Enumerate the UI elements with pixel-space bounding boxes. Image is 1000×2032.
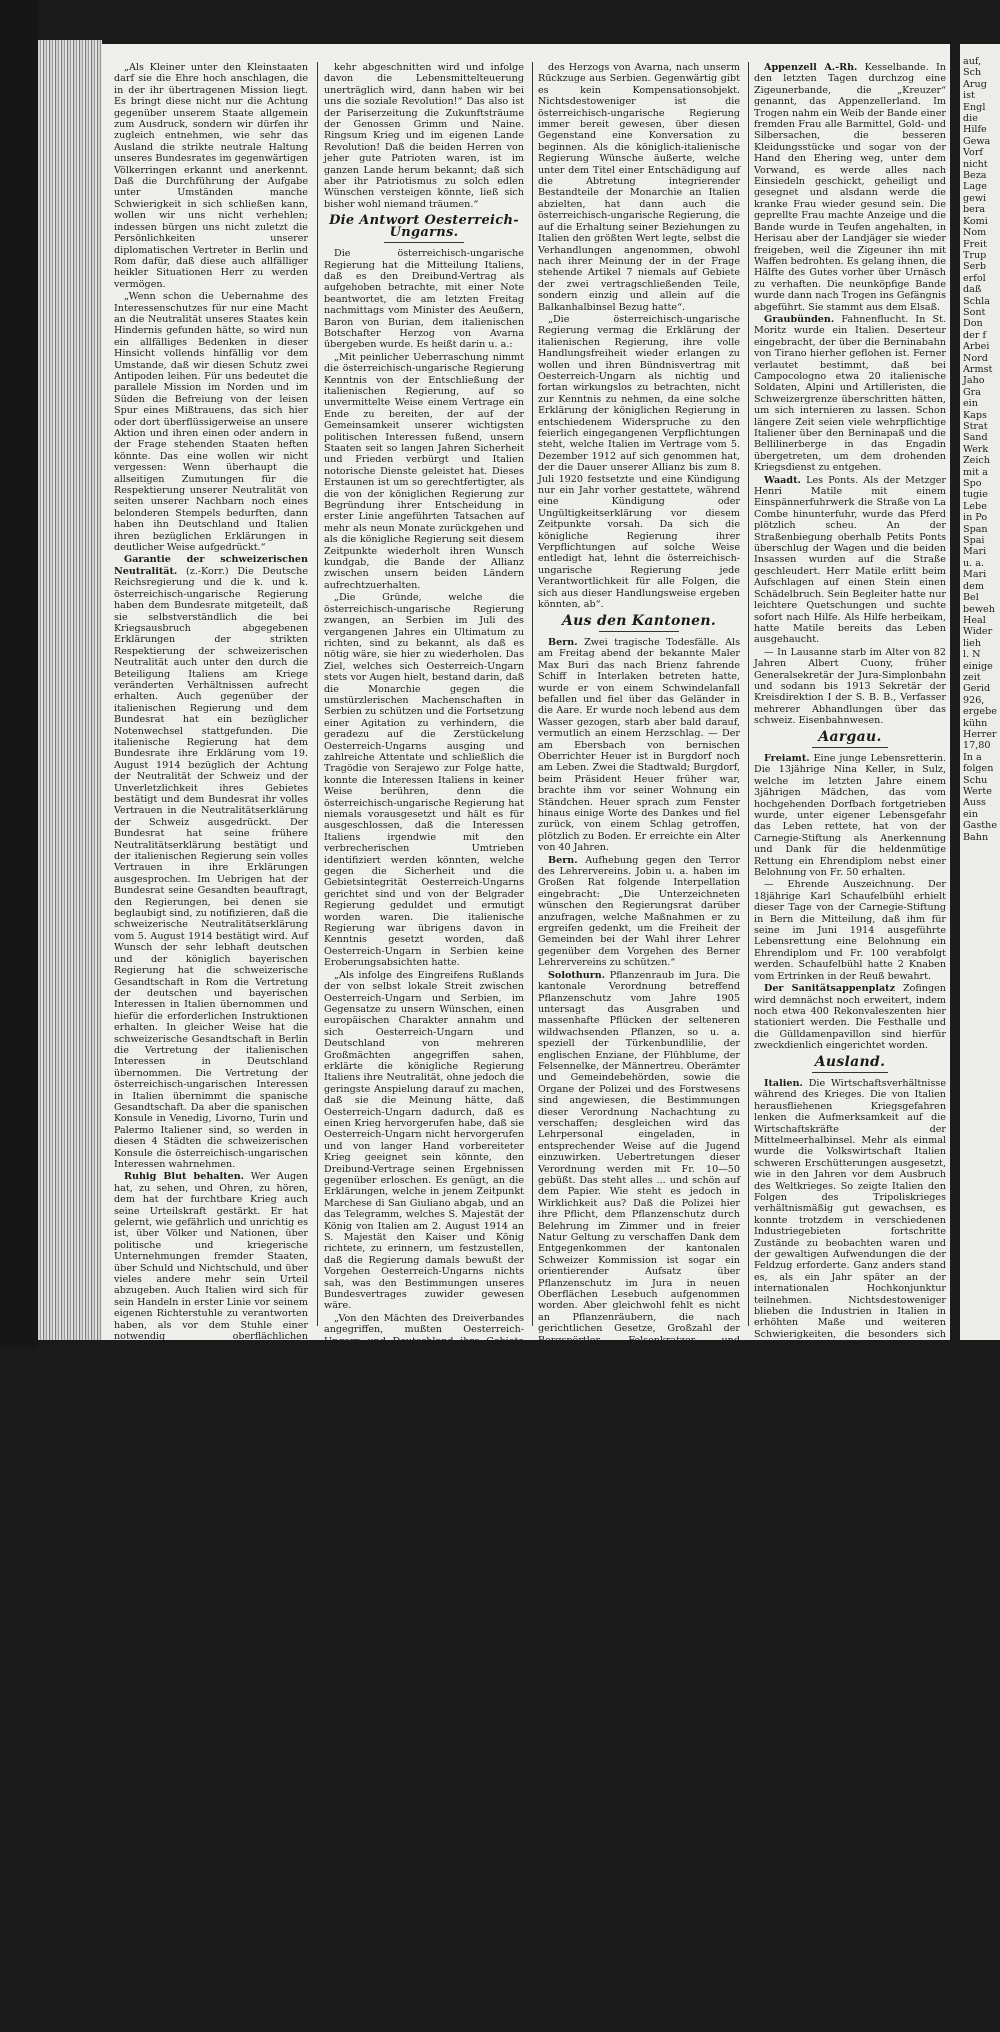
fragment-line: Spai xyxy=(963,535,985,547)
fragment-line: lieh xyxy=(963,637,981,649)
fragment-line: der f xyxy=(963,329,987,341)
fragment-line: Sch xyxy=(963,67,982,79)
article-text: „Als Kleiner unter den Kleinstaaten darf sie die Ehre hoch anschlagen, die in der ihr übertragenen Mission liegt. Es bringt diese nicht nur die Achtung gegenüber unserem Staate allgemein zum Ausdruck, sondern wir dürfen ihr zugleich entnehmen, wie sehr das Ausland die strikte neutrale Haltung unseres Bundesrates im gegenwärtigen Völkerringen erkannt und anerkennt. Daß die Durchführung der Aufgabe unter Umständen manche Schwierigkeit in sich schließen kann, wollen wir uns nicht verhehlen; indessen bürgen uns nicht zuletzt die Persönlichkeiten unserer diplomatischen Vertreter in Berlin und Rom dafür, daß diese auch allfälliger heikler Situationen Herr zu werden vermögen. xyxy=(114,62,308,290)
fragment-line: ein xyxy=(963,398,978,410)
article-lead: Bern. xyxy=(548,636,578,648)
fragment-line: Lage xyxy=(963,181,987,193)
article-paragraph xyxy=(324,248,524,351)
article-text: Fahnenflucht. In St. Moritz wurde ein Italien. Deserteur eingebracht, der über die Berninabahn von Tirano hierher geflohen ist. Ferner verlautet bestimmt, daß bei Campocologno etwa 20 italienische Soldaten, Alpini und Artilleristen, die Schweizergrenze überschritten hätten, um sich internieren zu lassen. Schon längere Zeit seien viele wehrpflichtige Italiener über den Berninapaß und die Bellilinerberge in das Engadin übergetreten, um dem drohenden Kriegsdienst zu entgehen. xyxy=(754,313,946,474)
fragment-line: tugie xyxy=(963,489,988,501)
article-lead: Waadt. xyxy=(764,474,801,486)
binding-gutter xyxy=(0,0,38,1348)
fragment-line: Gewa xyxy=(963,135,991,147)
article-lead: Ruhig Blut behalten. xyxy=(124,1171,245,1183)
article-text: Kesselbande. In den letzten Tagen durchzog eine Zigeunerbande, die „Kreuzer“ genannt, das Appenzellerland. Im Trogen nahm ein Weib der Bande einer fremden Frau alle Barmittel, Gold- und Silbersachen, die besseren Kleidungsstücke und sogar von der Hand den Ehering weg, unter dem Vorwand, es werde alles nach Einsiedeln geschickt, geheiligt und gesegnet und alsdann werde die kranke Frau wieder gesund sein. Die geprellte Frau machte Anzeige und die Bande wurde in Teufen angehalten, in Herisau aber der Landjäger sie wieder freigeben, weil die Zigeuner ihn mit Waffen bedrohten. Es gelang ihnen, die Hälfte des Gutes vorher über Urnäsch zu verhaften. Die neunköpfige Bande wurde dann nach Trogen ins Gefängnis abgeführt. Sie stammt aus dem Elsaß. xyxy=(754,62,947,313)
article-text: Pflanzenraub im Jura. Die kantonale Verordnung betreffend Pflanzenschutz vom Jahre 1905 untersagt das Ausgraben und massenhafte Pflücken der selteneren wildwachsenden Pflanzen, so u. a. speziell der Türkenbundlilie, der englischen Enziane, der Flühblume, der Felsennelke, der Männertreu. Oberämter und Gemeindebehörden, sowie die Organe der Polizei und des Forstwesens sind angewiesen, die Bestimmungen dieser Verordnung Nachachtung zu verschaffen; desgleichen wird das Lehrpersonal eingeladen, in entsprechender Weise auf die Jugend einzuwirken. Uebertretungen dieser Verordnung werden mit Fr. 10—50 gebüßt. Das steht alles ... und schön auf dem Papier. Wie steht es jedoch in Wirklichkeit aus? Daß die Polizei hier ihre Pflicht, dem Pflanzenschutz durch Belehrung im Zimmer und in freier Natur Geltung zu verschaffen Dank dem Entgegenkommen der kantonalen Schweizer Kommission ist sogar ein orientierender Aufsatz über Pflanzenschutz im Jura in neuen Oberflächen Lesebuch aufgenommen worden. Aber gleichwohl fehlt es nicht an Pflanzenräubern, die nach gerichtlichen Gesetze, Großzahl der Bergspörtler, Felsenkratzer und sonstiger Jurabummler, mit abgenommenen Hütten und Rucksäcken, nicht aber die Mitglieder des S. A. C. und anderer einsichtiger Naturfreunde. Gegenwärtig ziert in schönstem Mühlenschmucke die aromatisch duftende, gelbblühende Flühblume (Primula Auricula) die Felsen unseres Juras. Im Laufe der letzten Woche sind nun an einzelnen Stellen Flühblumen in den Hängen des Weissensteins in unglaublichen Mengen gepflückt, um flott zu Tal getragen zu werden. Ist denn bei uns an allen Orten in ganzen Berggemüse die Sinn für die Erhaltung des Naturschönen ausgeschwunden? Müssen denn unbedingt unsere Berge und Gedankenlosigkeit und frivoler Kulturschädigung einem dem Ganzen schuldig werden, wenn eine auf dem Wege wandernden, wenn etwa auf dem Bierbuffet einer holden Bergmaid zur Zierde fernen Dienstzweck verwelken? fragt das „Soloth. Tagblatt“. xyxy=(538,969,740,1620)
article-text: kehr abgeschnitten wird und infolge davon die Lebensmittelteuerung unerträglich wird, dann haben wir bei uns die soziale Revolution!“ Das also ist der Pariserzeitung die Zukunftsträume der Genossen Grimm und Naine. Ringsum Krieg und im eigenen Lande Revolution! Daß die beiden Herren von jeher gute Patrioten waren, ist im ganzen Lande herum bekannt; daß sich aber ihr Patriotismus zu solch edlen Wünschen versteigen könnte, ließ sich bisher wohl niemand träumen.“ xyxy=(324,62,524,210)
page-stack-edge xyxy=(38,40,102,1340)
fragment-line: kühn xyxy=(963,717,988,729)
article-lead: Appenzell A.-Rh. xyxy=(764,62,858,73)
section-headline: Ausland. xyxy=(814,1053,886,1070)
article-lead: Basel. xyxy=(548,1620,581,1632)
column-2 xyxy=(324,62,524,2032)
article-text: Wer Augen hat, zu sehen, und Ohren, zu hören, dem hat der furchtbare Krieg auch seine Urteilskraft gestärkt. Er hat gelernt, wie gefährlich und unrichtig es ist, über Völker und Nationen, über politische und kriegerische Unternehmungen fremder Staaten, über Schuld und Nichtschuld, und über vieles andere mehr sein Urteil abzugeben. Auch Italien wird sich für sein Handeln in erster Linie vor seinem eigenen Richterstuhle zu verantworten haben, als vor dem Stuhle einer notwendig oberflächlichen Tagesmeinung. Machen wir uns vielmehr die volle Wahrung und Ueberzeugung des einzelnen auch den kommenden Ereignissen gegenüber nicht das Amt eines Richters an, das uns nicht zukommt. Lassen wir das Disputieren über Recht und Unrecht und folgen wir auch in Zukunft dem wohlbegründeten Rat unseres Bundesrates, unsern Sympathien und Antipathien nicht lauten Ausdruck zu verleihen. Freuen wir uns vielmehr, daß der Gedanke eines gesunden Schweizertums inmitten des Krieges immer kräftiger geworden ist, und daß wir uns vor allem bereit, dem Vaterland auch fernerhin die Opfer zu bringen, die es von uns verlangt. xyxy=(114,1171,308,1548)
fragment-line: Strat xyxy=(963,421,988,432)
article-text: „Die österreichisch-ungarische Regierung vermag die Erklärung der italienischen Regierung, ihre volle Handlungsfreiheit wieder erlangen zu wollen und ihren Bündnisvertrag mit Oesterreich-Ungarn als nichtig und fortan wirkungslos zu betrachten, nicht zur Kenntnis zu nehmen, da eine solche Erklärung der königlichen Regierung in entschiedenem Widerspruche zu den feierlich eingegangenen Verpflichtungen steht, welche Italien im Vertrage vom 5. Dezember 1912 auf sich genommen hat, der die Dauer unserer Allianz bis zum 8. Juli 1920 festsetzte und eine Kündigung nur ein Jahr vorher gestattete, während eine Kündigung oder Ungültigkeitserklärung vor diesem Zeitpunkte vorsah. Da sich die königliche Regierung ihrer Verpflichtungen auf solche Weise entledigt hat, lehnt die österreichisch-ungarische Regierung jede Verantwortlichkeit für alle Folgen, die sich aus dieser Handlungsweise ergeben könnten, ab“. xyxy=(538,313,740,611)
fragment-line: Mari xyxy=(963,569,987,581)
article-text: (z.-Korr.) Die Deutsche Reichsregierung und die k. und k. österreichisch-ungarische Regierung haben dem Bundesrate mitgeteilt, daß sie selbstverständlich die bei Kriegsausbruch abgegebenen Erklärungen der strikten Respektierung der schweizerischen Neutralität auch unter den durch die Beteiligung Italiens am Kriege veränderten Verhältnissen aufrecht erhalten. Auch gegenüber der italienischen Regierung und dem Bundesrat hat ein bezüglicher Notenwechsel stattgefunden. Die italienische Regierung hat dem Bundesrate ihre Erklärung vom 19. August 1914 bezüglich der Achtung der Neutralität der Schweiz und der Unverletzlichkeit ihres Gebietes bestätigt und dem Bundesrat ihr volles Vertrauen in die Neutralitätserklärung der Schweiz ausgedrückt. Der Bundesrat hat seine frühere Neutralitätserklärung bestätigt und der italienischen Regierung sein volles Vertrauen in ihre Erklärungen ausgesprochen. Im Uebrigen hat der Bundesrat seine Gesandten beauftragt, den Regierungen, bei denen sie beglaubigt sind, zu notifizieren, daß die schweizerische Neutralitätserklärung vom 5. August 1914 bestätigt wird. Auf Wunsch der sehr lebhaft deutschen und der königlich bayerischen Regierung hat die schweizerische Gesandtschaft in Rom die Vertretung der deutschen und bayerischen Interessen in Italien übernommen und hiefür die erforderlichen Instruktionen erhalten. In gleicher Weise hat die schweizerische Gesandtschaft in Berlin die Vertretung der italienischen Interessen in Deutschland übernommen. Die Vertretung der österreichisch-ungarischen Interessen in Italien übernimmt die spanische Gesandtschaft. Da aber die spanischen Konsule in Venedig, Livorno, Turin und Palermo Italiener sind, so werden in diesen 4 Städten die schweizerischen Konsule die österreichisch-ungarischen Interessen wahrnehmen. xyxy=(114,565,308,1170)
fragment-line: Spo xyxy=(963,478,982,490)
article-paragraph xyxy=(324,352,524,592)
headline-rule xyxy=(384,242,464,243)
fragment-line: Bel xyxy=(963,592,979,604)
article-paragraph xyxy=(754,647,946,727)
fragment-line: Gerid xyxy=(963,683,991,695)
fragment-line: Vorf xyxy=(963,147,983,159)
article-paragraph xyxy=(538,970,740,1620)
article-paragraph xyxy=(754,1558,946,1832)
article-text: Zwei tragische Todesfälle. Als am Freitag abend der bekannte Maler Max Buri das nach Brienz fahrende Schiff in Interlaken betreten hatte, wurde er von einem Schwindelanfall befallen und fiel über das Geländer in die Aare. Er wurde noch lebend aus dem Wasser gezogen, starb aber bald darauf, vermutlich an einem Herzschlag. — Der am Ebersbach von bernischen Oberrichter Heuer ist in Burgdorf noch am Leben. Zwei die Stadtwald; Burgdorf, beim Präsident Heuer früher war, brachte ihm vor seiner Wohnung ein Ständchen. Heuer sprach zum Fenster hinaus einige Worte des Dankes und fiel zurück, von einem Schlag getroffen, plötzlich zu Boden. Er erreichte ein Alter von 40 Jahren. xyxy=(538,636,740,854)
fragment-line: Nom xyxy=(963,227,987,239)
fragment-line: nicht xyxy=(963,158,988,170)
fragment-line: 17,80 xyxy=(963,740,991,752)
fragment-line: Kaps xyxy=(963,409,987,421)
article-paragraph xyxy=(754,983,946,1051)
article-paragraph xyxy=(114,1171,308,1547)
fragment-line: auf, xyxy=(963,56,982,67)
fragment-line: bera xyxy=(963,204,986,216)
article-lead: Freiamt. xyxy=(764,752,810,764)
article-paragraph xyxy=(538,637,740,854)
article-paragraph xyxy=(324,592,524,968)
fragment-line: Nord xyxy=(963,352,988,364)
fragment-line: Mari xyxy=(963,546,987,558)
article-text: des Herzogs von Avarna, nach unserm Rückzuge aus Serbien. Gegenwärtig gibt es kein Kompensationsobjekt. Nichtsdestoweniger ist die österreichisch-ungarische Regierung immer bereit gewesen, über diesen Gegenstand eine Konversation zu beginnen. Als die königlich-italienische Regierung Wünsche äußerte, welche unter dem Titel einer Entschädigung auf die Abtretung integrierender Bestandteile der Monarchie an Italien abzielten, hat dann auch die österreichisch-ungarische Regierung, die auf die Erhaltung seiner Beziehungen zu Italien den größten Wert legte, selbst die Verhandlungen angenommen, obwohl nach ihrer Meinung der in der Frage stehende Artikel 7 niemals auf Gebiete der zwei vertragschließenden Teile, sondern einzig und allein auf die Balkanhalbinsel Bezug hatte“. xyxy=(538,62,740,313)
fragment-line: Werte xyxy=(963,786,992,797)
fragment-line: Wider xyxy=(963,626,993,638)
column-4 xyxy=(754,62,947,1901)
section-headline: Die Antwort Oesterreich-Ungarns. xyxy=(329,213,519,240)
article-text: Aufhebung gegen den Terror des Lehrervereins. Jobin u. a. haben im Großen Rat folgende Interpellation eingebracht: „Die Unterzeichneten wünschen den Regierungsrat darüber anzufragen, welche Maßnahmen er zu ergreifen gedenkt, um die Freiheit der Gemeinden bei der Wahl ihrer Lehrer gegenüber dem Vorgehen des Berner Lehrervereins zu schützen.“ xyxy=(538,854,740,969)
headline-rule xyxy=(812,747,889,748)
column-divider xyxy=(532,62,533,1326)
page-gap xyxy=(950,0,960,1348)
article-paragraph xyxy=(324,1839,524,2032)
article-lead: Solothurn. xyxy=(548,969,606,981)
article-text: Eine junge Lebensretterin. Die 13jährige Nina Keller, in Sulz, welche im letzten Jahre einem 3jährigen Mädchen, das vom hochgehenden Dorfbach fortgetrieben wurde, unter eigener Lebensgefahr das Leben rettete, hat von der Carnegie-Stiftung als Anerkennung und Dank für die heldenmütige Rettung ein Ehrendiplom nebst einer Belohnung von Fr. 50 erhalten. xyxy=(754,752,946,879)
fragment-line: Sont xyxy=(963,306,986,318)
fragment-line: Don xyxy=(963,318,983,330)
fragment-line: In a xyxy=(963,751,982,763)
fragment-line: Hilfe xyxy=(963,124,987,136)
fragment-line: Bahn xyxy=(963,831,989,843)
fragment-line: Werk xyxy=(963,443,989,455)
column-3 xyxy=(538,62,740,1940)
fragment-line: die xyxy=(963,113,978,125)
article-lead: Der Sprung ins Dunkle. xyxy=(764,1832,917,1844)
article-text: Vielfach hat Italien von den jetzigen Kriegslieferungen aus den kriegführenden Staaten Vorteil gehabt, freilich war dieser Vorteil durch bedeutende Zufuhr aus den Vereinigten Staaten von Amerika beträchtlich. Vor allem machte sich in Italien aber auch eine Reihe von Ausfuhrverboten im Exportverkehr nachteilig bemerkbar. Infolgedessen hat die Gesamtausfuhr Italiens in 1914 zugenommen, die erste Hälfte des Jahres eine steigende Tendenz erfahren, der zweite außerordentliche Ausfuhr einen ungefähr fünfmal so hohen Ertrag aus den im letzten Jahre von Januar bis Juli 1914. Im Jahre 1915 hat dagegen, soweit bis jetzt Zahlen vorliegen, der Ausfuhrwert eine Steigerung erfahren. In dem Monate im Vorjahre erfahren. Die Einfuhr ist nun erst im Vorjahre 1914 an als um 30 Prozent im Jahre 1915 beim Vorjahr. xyxy=(754,1558,946,1832)
article-paragraph xyxy=(538,314,740,611)
article-text: Der Große Rat behandelte die Beteiligung an der königlich-italienischen Sodafabrik in Zurzach. Die Regierung beantragte eine Beteiligung im Betrage von Fr. 125,000. — Die Vorschläge des Finanzdepartements, Regierungsrat Wullschleger, referierte. Er kam darauf auf die Dreiebereien zu sprechen, die Basel dazu bestimmten, die schweizerische Sodafabrik einzurichten und die Beteiligung zu Privatinteressen zu, da die Sodaherstellung dem Staat Vorteil bringe. Gegen die Sodafabrik erhoben Einwände sind unbegründet; namentlich die Behauptung, daß die Leitung der Fabrik der Solvay vorgeschrieben werde. Zur Apparate, die in der Schweiz nicht zu haben sind, werden aus dem Auslande beschafft, was allen Ansprüche des Baues entspreche, ist an der Luft gegriffen. Der Sprecher des Grossen Kantons Basel spricht noch besonders, daß der Platz Basel wegen seiner chemischen Industrie ein sehr großer Sodakonsument sei. Die Diskussion wurde meist benützt und die Beteiligung ohne jede Opposition beschlossen. xyxy=(538,1620,740,1940)
fragment-line: zeit xyxy=(963,671,981,683)
fragment-line: Engl xyxy=(963,101,986,113)
fragment-line: Gra xyxy=(963,386,981,398)
fragment-line: l. N xyxy=(963,649,981,661)
adjacent-page-fragment xyxy=(960,44,1000,1340)
fragment-line: Arbei xyxy=(963,341,990,353)
fragment-line: Jaho xyxy=(963,375,985,387)
article-lead: Der Sanitätsappenplatz xyxy=(764,983,896,995)
fragment-line: u. a. xyxy=(963,557,985,569)
article-paragraph xyxy=(538,62,740,313)
column-1 xyxy=(114,62,308,1915)
article-text: „Von den Mächten des Dreiverbandes angegriffen, mußten Oesterreich-Ungarn und Deutschland ihre Gebiete verteidigen. Aber dieser Verteidigungskrieg hatte keineswegs die Verwirklichung eines den Lebensinteressen Italiens entgegengesetzten Programmes zum Ziele. Wenn übrigens die italienische Regierung in dieser Hinsicht Besorgnisse gehegt hätte, so hätte sie gelegenheit gehabt, diesen Befürchtungen Ausdruck zu geben, und sicherlich hätte sie sowohl in Wien wie in Berlin den besten Willen zum Schutze dieser Interessen gefunden. Die königliche Regierung war damals der Ansicht, daß sich ihre Verbündeten nach der Lage der Dinge Italiens gegenüber solche vertragliche Verbindlichkeiten finnten. Aber hätte keine Mitteilung, welche zu glauben berechtigt hätte, daß das Vorgehen Oesterreich-Ungarns als flagrante Verletzung des Wortes und Geistes des Bündnisvertrages wäre. Die Kabinette von Wien und Berlin ließen, wenn auch Italiens Entschluß, neutral zu bleiben, einen Entschluß, der nach unserer Ansicht mit dem Geiste des Vertrages kaum vereinbar war, bedauerten, die Ansicht der italienischen Regierung bemanglich in loyaler Weise gelten, was der Meinungsaustausch, der in jenem Zeitpunkte stattfand, bestätigte die unveränderte Aufrechterhaltung des Vertrages. Die königliche Regierung auf diesen Vertrag, besonders auf dessen Artikel 7, legte und erhielt die Zusicherung, daß Oesterreich-Ungarn sich über die Verletzung dieses Vertrages mit ihr für den Fall zu verständigen habe, daß Oesterreich-Ungarn seinerseits auf einem Kriege territoriale Vorteile auf Kosten der Balkaninsel zöge. xyxy=(324,1312,524,1838)
fragment-line: einige xyxy=(963,660,993,672)
fragment-line: daß xyxy=(963,284,982,296)
fragment-line: Arug xyxy=(963,78,987,90)
article-paragraph xyxy=(754,1078,946,1557)
fragment-line: Lebe xyxy=(963,500,987,512)
fragment-line: ist xyxy=(963,90,975,102)
fragment-line: mit a xyxy=(963,466,988,478)
section-headline: Aargau. xyxy=(818,728,882,745)
section-headline: Aus den Kantonen. xyxy=(561,612,716,629)
article-paragraph xyxy=(324,1313,524,1838)
article-paragraph xyxy=(114,291,308,553)
fragment-line: Beza xyxy=(963,170,987,182)
fragment-line: ergebe xyxy=(963,706,997,718)
article-text: „Die Gründe, welche die österreichisch-ungarische Regierung zwangen, an Serbien im Juli des vergangenen Jahres ein Ultimatum zu richten, sind zu bekannt, als daß es nötig wäre, sie hier zu wiederholen. Das Ziel, welches sich Oesterreich-Ungarn stets vor Augen hielt, bestand darin, daß die Monarchie gegen die umstürzlerischen Machenschaften in Serbien zu schützen und die Fortsetzung einer Agitation zu verhindern, die geradezu auf die Zerstückelung Oesterreich-Ungarns ausging und zahlreiche Attentate und schließlich die Tragödie von Serajewo zur Folge hatte, konnte die Interessen Italiens in keiner Weise berühren, denn die österreichisch-ungarische Regierung hat niemals vorausgesetzt und hält es für ausgeschlossen, daß die Interessen Italiens irgendwie mit den verbrecherischen Umtrieben identifiziert werden könnten, welche gegen die Sicherheit und die Gebietsintegrität Oesterreich-Ungarns gerichtet sind und von der Belgrader Regierung geduldet und ermutigt worden waren. Die italienische Regierung war übrigens davon in Kenntnis gesetzt worden, daß Oesterreich-Ungarn in Serbien keine Eroberungsabsichten hatte. xyxy=(324,592,524,969)
fragment-line: Sand xyxy=(963,432,988,444)
fragment-line: Armst xyxy=(963,363,993,375)
fragment-line: folgen xyxy=(963,763,994,775)
headline-rule xyxy=(599,631,680,632)
fragment-line: in Po xyxy=(963,512,988,524)
fragment-line: Auss xyxy=(963,797,986,809)
article-lead: Italien. xyxy=(764,1077,803,1089)
article-paragraph xyxy=(538,1621,740,1940)
article-paragraph xyxy=(114,554,308,1170)
fragment-line: ein xyxy=(963,808,978,820)
article-lead: Garantie der schweizerischen Neutralität. xyxy=(114,554,308,577)
article-paragraph xyxy=(754,314,946,474)
article-text: „Die österreichisch-ungarische Regierung hat diesen Standpunkt an und erklärte sich bereit, die Frage einer Prüfung zu unterziehen, indem sie gleichzeitig darauf hinwies, daß es zu jenem Zeitpunkt nicht in Kenntnis der Oesterreich-Ungarn zufallenden Vorteile sei, davon wäre, diesfür Kompensationen festzulegen. Italien anerkannte dies und stellte, daß Oesterreich-Ungarn derselben Verpflichtung mit Serbien dieselbe Auffassung, wie auch Marchese di San Giuliano am 25. August 1914 sowohl es in der sei es heißt, es wäre verfrüht, jetzt von Kompensationen zu sprechen, wie aus den Bemerkungen xyxy=(324,1838,524,2032)
article-text: Der italienische Militärschriftsteller Commendatore Enamanico in Florenz faßt die militärische und politische Lage im „Popolo Romano“ pessimistisch xyxy=(754,1832,946,1901)
fragment-line: Schu xyxy=(963,774,988,786)
article-text: Die österreichisch-ungarische Regierung hat die Mitteilung Italiens, daß es den Dreibund-Vertrag als aufgehoben betrachte, mit einer Note beantwortet, die am letzten Freitag nachmittags vom Minister des Aeußern, Baron von Burian, dem italienischen Botschafter Herzog von Avarna übergeben wurde. Es heißt darin u. a.: xyxy=(324,248,524,351)
fragment-line: Schla xyxy=(963,295,990,307)
fragment-line: Span xyxy=(963,523,988,535)
article-paragraph xyxy=(324,970,524,1312)
article-lead: Bern. xyxy=(548,854,578,866)
fragment-line: Herrer xyxy=(963,728,997,740)
article-text: Was steckt hinter diesem Spiel, zu was für Bewegungen will man den Hampelmann noch erziehen, der heute einen Finger reckt und jedes Zupfen an Schnürchen reagiert? Genosse Grimm hat die Antwort auf diese Frage vor einigen Monaten einem französischen Journalisten erteilt, von dem er sich gnädigst interviewen ließ. „Wir werden in der Schweiz vielleicht unerhörte Dinge erleben. Wenn Italien auch in den Krieg eingreifen sollte, die Schweiz auf diese Weise von Zufuhr und Ver- xyxy=(114,1755,308,1915)
article-text: Zofingen wird demnächst noch erweitert, indem noch etwa 400 Rekonvaleszenten hier stationiert werden. Die Festhalle und die Gülldamenpavillon sind hierfür zweckdienlich eingerichtet worden. xyxy=(754,983,946,1052)
article-text: „Mit peinlicher Ueberraschung nimmt die österreichisch-ungarische Regierung Kenntnis von der Entschließung der italienischen Regierung, auf so unvermittelte Weise einem Vertrage ein Ende zu bereiten, der auf der Gemeinsamkeit unserer wichtigsten politischen Interessen fußend, unsern Staaten seit so langen Jahren Sicherheit und Frieden verbürgt und Italien notorische Dienste geleistet hat. Dieses Erstaunen ist um so gerechtfertigter, als die von der königlichen Regierung zur Begründung ihrer Entscheidung in erster Linie angeführten Tatsachen auf mehr als neun Monate zurückgehen und als die königliche Regierung seit diesem Zeitpunkte wiederholt ihren Wunsch kundgab, die Bande der Allianz zwischen unsern beiden Ländern aufrechtzuerhalten. xyxy=(324,351,524,591)
headline-rule xyxy=(812,1072,889,1073)
article-paragraph xyxy=(114,1549,308,1754)
article-text: Die Wirtschaftsverhältnisse während des Krieges. Die von Italien herausfliehenen Kriegsgefahren lenken die Aufmerksamkeit auf die Wirtschaftskräfte der Mittelmeerhalbinsel. Mehr als einmal wurde die Volkswirtschaft Italien schweren Erschütterungen ausgesetzt, wie in den Jahren vor dem Ausbruch des Weltkrieges. So zeigte Italien den Folgen des Tripoliskrieges verhältnismäßig gut gewachsen, es konnte trotzdem in verschiedenen Industriegebieten fortschritte Zustände zu beobachten waren und der gewaltigen Aufwendungen die der Feldzug erforderte. Ganz anders stand es, als ein Jahr später an der internationalen Hochkonjunktur teilnehmen. Nichtsdestoweniger blieben die Industrien in Italien in erhöhten Maße und weiteren Schwierigkeiten, die besonders sich sämtlicher schweizerischen Verhältnisse befestigen. In der Eisenindustrie, die früher jahrelang ein großes Arbeitsgebiet war, hat sich die Lage in den letzten Jahren ziemlich verschlechtert. Die Schwierigkeiten auf in Laufe der Jahre eine Besserung eingetreten, hat durch große Staatsaufträge gefördert wurde. Dagegen ist die Situation in der Textilindustrie meist ungünstig geblieben, eine Folge der starken Ueberproduktion. Vorübergehend hat sich nur die Lage des Baumwollgewerbes während des Krieges günstiger entwickelt, da dafür ist aber in der Seidenindustrie eine weitere Verschlechterung zu verzeichnen. xyxy=(754,1077,946,1557)
article-text: „Wenn schon die Uebernahme des Interessenschutzes für nur eine Macht an die Neutralität unseres Staates kein Hindernis gefunden hätte, so wird nun ein allfälliges Bedenken in dieser Hinsicht vollends hinfällig vor dem Umstande, daß wir diesen Schutz zwei Antipoden leihen. Für uns bedeutet die parallele Mission im Norden und im Süden die Befreiung von der leisen Spur eines Mißtrauens, das sich hier oder dort überflüssigerweise an unsere Aktion und ihren einen oder andern in der Frage stehenden Staaten heften könnte. Das eine wollen wir nicht vergessen: Wenn überhaupt die allseitigen Zumutungen für die Respektierung unserer Neutralität von seiten unserer Nachbarn noch eines belonderen Stempels bedurften, dann haben ihn Deutschland und Italien ihren bezüglichen Erklärungen in deutlicher Weise aufgedrückt.“ xyxy=(114,291,308,554)
article-text: — In Lausanne starb im Alter von 82 Jahren Albert Cuony, früher Generalsekretär der Jura-Simplonbahn und sodann bis 1913 Sekretär der Kreisdirektion I der S. B. B., Verfasser mehrerer Abhandlungen über das schweiz. Eisenbahnwesen. xyxy=(754,646,946,727)
fragment-line: Trup xyxy=(963,249,987,261)
article-paragraph xyxy=(754,753,946,878)
fragment-line: erfol xyxy=(963,272,986,284)
article-paragraph xyxy=(754,62,946,313)
article-lead: Graubünden. xyxy=(764,313,835,325)
article-paragraph xyxy=(114,1755,308,1915)
fragment-line: 926, xyxy=(963,694,985,706)
fragment-line: Freit xyxy=(963,238,987,250)
fragment-line: dem xyxy=(963,580,984,592)
fragment-line: Heal xyxy=(963,614,986,626)
article-text: Man muß sich mehr und mehr darüber wundern, wie man behördlicherseits den Anlagen des Feuerzünders der Anarchisten am ohnmächtigen Haupte mit verschränkten Armen zuläßt, bis dieses einst ganz in Flammen steht. Wo es mit den Hungerdemonstrationsversammlungen hinaus will, sagt folgender Artikel im „Burgd. Tagbl.“ aus Bern mit unter dem Titel: „Die Probemobilisation des Proletariats.“ Der ruhig gesinnte Beobachter der Zeiten drängt sich nachgerade die Frage auf, welches das Ziel der Genossen Grimm und Naine sei, denn für mit erstaunlicher Konsequenz zusteuern. xyxy=(114,1548,308,1754)
fragment-line: Gasthe xyxy=(963,820,998,832)
article-text: — Ehrende Auszeichnung. Der 18jährige Karl Schaufelbühl erhielt dieser Tage von der Carnegie-Stiftung in Bern die Mitteilung, daß ihm für seine im Juni 1914 ausgeführte Lebensrettung eine Belohnung ein Ehrendiplom und Fr. 100 verabfolgt werden. Schaufelbühl hatte 2 Knaben vom Ertrinken in der Reuß bewahrt. xyxy=(754,879,946,982)
newspaper-page xyxy=(102,44,950,2032)
article-paragraph xyxy=(754,475,946,646)
article-paragraph xyxy=(754,879,946,982)
fragment-line: beweh xyxy=(963,603,995,615)
article-paragraph xyxy=(538,855,740,969)
fragment-line: Zeich xyxy=(963,455,990,467)
article-paragraph xyxy=(324,62,524,210)
fragment-line: Serb xyxy=(963,261,986,273)
article-paragraph xyxy=(754,1833,946,1901)
article-paragraph xyxy=(114,62,308,290)
article-text: „Als infolge des Eingreifens Rußlands der von selbst lokale Streit zwischen Oesterreich-Ungarn und Serbien, im Gegensatze zu unsern Wünschen, einen europäischen Charakter annahm und sich Oesterreich-Ungarn und Deutschland von mehreren Großmächten angegriffen sahen, erklärte die königliche Regierung Italiens ihre Neutralität, ohne jedoch die geringste Anspielung darauf zu machen, daß sie die Meinung hätte, daß Oesterreich-Ungarn dadurch, daß es einen Krieg hervorgerufen habe, daß sie Oesterreich-Ungarn nicht hervorgerufen und von langer Hand vorbereiteter Krieg geeignet sein könnte, den Dreibund-Vertrage seinen Ergebnissen gegenüber erloschen. Es genügt, an die Erklärungen, welche in jenem Zeitpunkt Marchese di San Giuliano abgab, und an das Telegramm, welches S. Majestät der König von Italien am 2. August 1914 an S. Majestät den Kaiser und König richtete, zu erinnern, um festzustellen, daß die Regierung damals bewußt der Vorgehen Oesterreich-Ungarns nichts sah, was den Bestimmungen unseres Bundesvertrages zuwider gewesen wäre. xyxy=(324,969,524,1312)
fragment-line: Komi xyxy=(963,215,988,227)
fragment-line: gewi xyxy=(963,192,987,204)
article-text: Les Ponts. Als der Metzger Henri Matile mit einem Einspännerfuhrwerk die Straße von La Combe hinunterfuhr, wurde das Pferd plötzlich scheu. An der Straßenbiegung oberhalb Petits Ponts überschlug der Wagen und die beiden Insassen wurden auf die Straße geschleudert. Herr Matile erlitt beim Aufschlagen auf einen Stein einen Schädelbruch. Sein Begleiter hatte nur leichtere Quetschungen und suchte sofort nach Hilfe. Als Hilfe herbeikam, hatte Matile bereits das Leben ausgehaucht. xyxy=(754,474,946,646)
article-lead: Wehret den Anfängen. xyxy=(124,1548,252,1560)
column-divider xyxy=(317,62,318,1326)
column-divider xyxy=(748,62,749,1326)
